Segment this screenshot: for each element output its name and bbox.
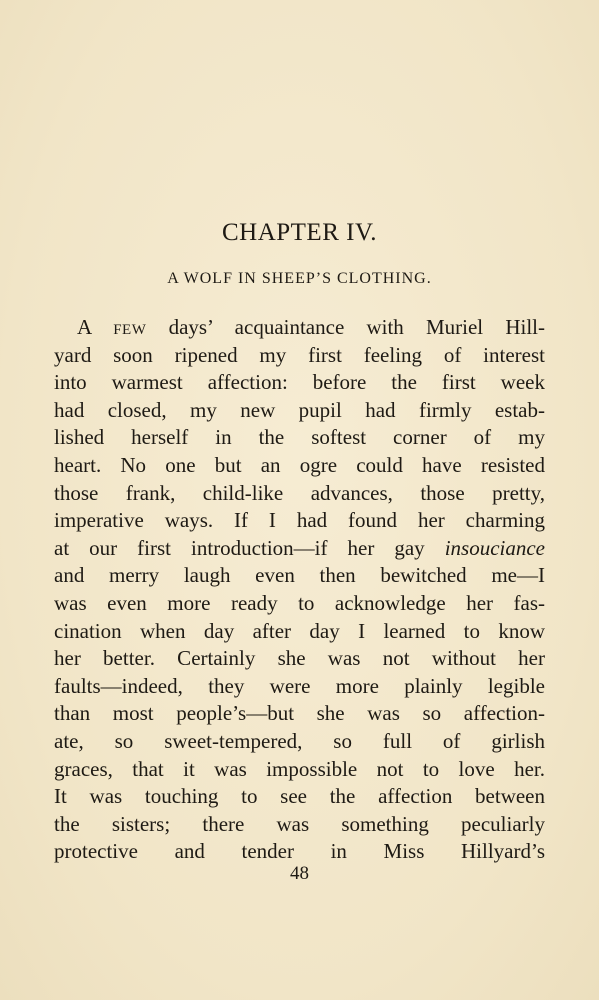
text-run: into warmest affection: before the first week xyxy=(54,370,545,395)
text-line xyxy=(54,424,545,452)
text-line xyxy=(54,480,545,508)
text-line xyxy=(54,756,545,784)
text-line xyxy=(54,673,545,701)
text-line xyxy=(54,728,545,756)
text-line xyxy=(54,369,545,397)
chapter-subtitle: A WOLF IN SHEEP’S CLOTHING. xyxy=(167,270,432,287)
text-line xyxy=(54,645,545,673)
text-line xyxy=(54,535,545,563)
text-line xyxy=(54,811,545,839)
text-line xyxy=(54,397,545,425)
body-text xyxy=(54,314,545,866)
text-line xyxy=(54,452,545,480)
text-run: her better. Certainly she was not without her xyxy=(54,646,545,671)
text-run: days’ acquaintance with Muriel Hill- xyxy=(146,315,545,339)
text-run: A xyxy=(77,315,114,339)
text-run: lished herself in the softest corner of my xyxy=(54,425,545,450)
chapter-title: CHAPTER IV. xyxy=(221,219,378,246)
text-line xyxy=(54,342,545,370)
text-line xyxy=(54,618,545,646)
text-run: than most people’s—but she was so affection- xyxy=(54,701,545,726)
text-line xyxy=(54,700,545,728)
text-run: protective and tender in Miss Hillyard’s xyxy=(54,839,545,864)
text-run: heart. No one but an ogre could have resisted xyxy=(54,452,545,477)
text-line xyxy=(54,590,545,618)
text-run: at our first introduction—if her gay xyxy=(54,535,445,560)
text-run: yard soon ripened my first feeling of interest xyxy=(54,342,545,367)
text-run: was even more ready to acknowledge her fas- xyxy=(54,590,545,615)
text-run: imperative ways. If I had found her charming xyxy=(54,508,545,533)
text-run: had closed, my new pupil had firmly estab- xyxy=(54,397,545,422)
text-run: ate, so sweet-tempered, so full of girlish xyxy=(54,728,545,753)
page-number: 48 xyxy=(290,863,309,884)
text-run: those frank, child-like advances, those pretty, xyxy=(54,480,545,505)
text-run: graces, that it was impossible not to love her. xyxy=(54,756,545,781)
text-line xyxy=(54,314,545,342)
italic-text: insouciance xyxy=(444,535,545,560)
text-run: cination when day after day I learned to know xyxy=(54,618,545,643)
text-line xyxy=(54,783,545,811)
text-line xyxy=(54,507,545,535)
text-run: It was touching to see the affection between xyxy=(54,784,545,809)
small-caps-text: FEW xyxy=(113,322,147,338)
text-run: faults—indeed, they were more plainly legible xyxy=(54,673,545,698)
text-line xyxy=(54,562,545,590)
text-run: the sisters; there was something peculiarly xyxy=(54,811,545,836)
text-run: and merry laugh even then bewitched me—I xyxy=(54,563,545,588)
